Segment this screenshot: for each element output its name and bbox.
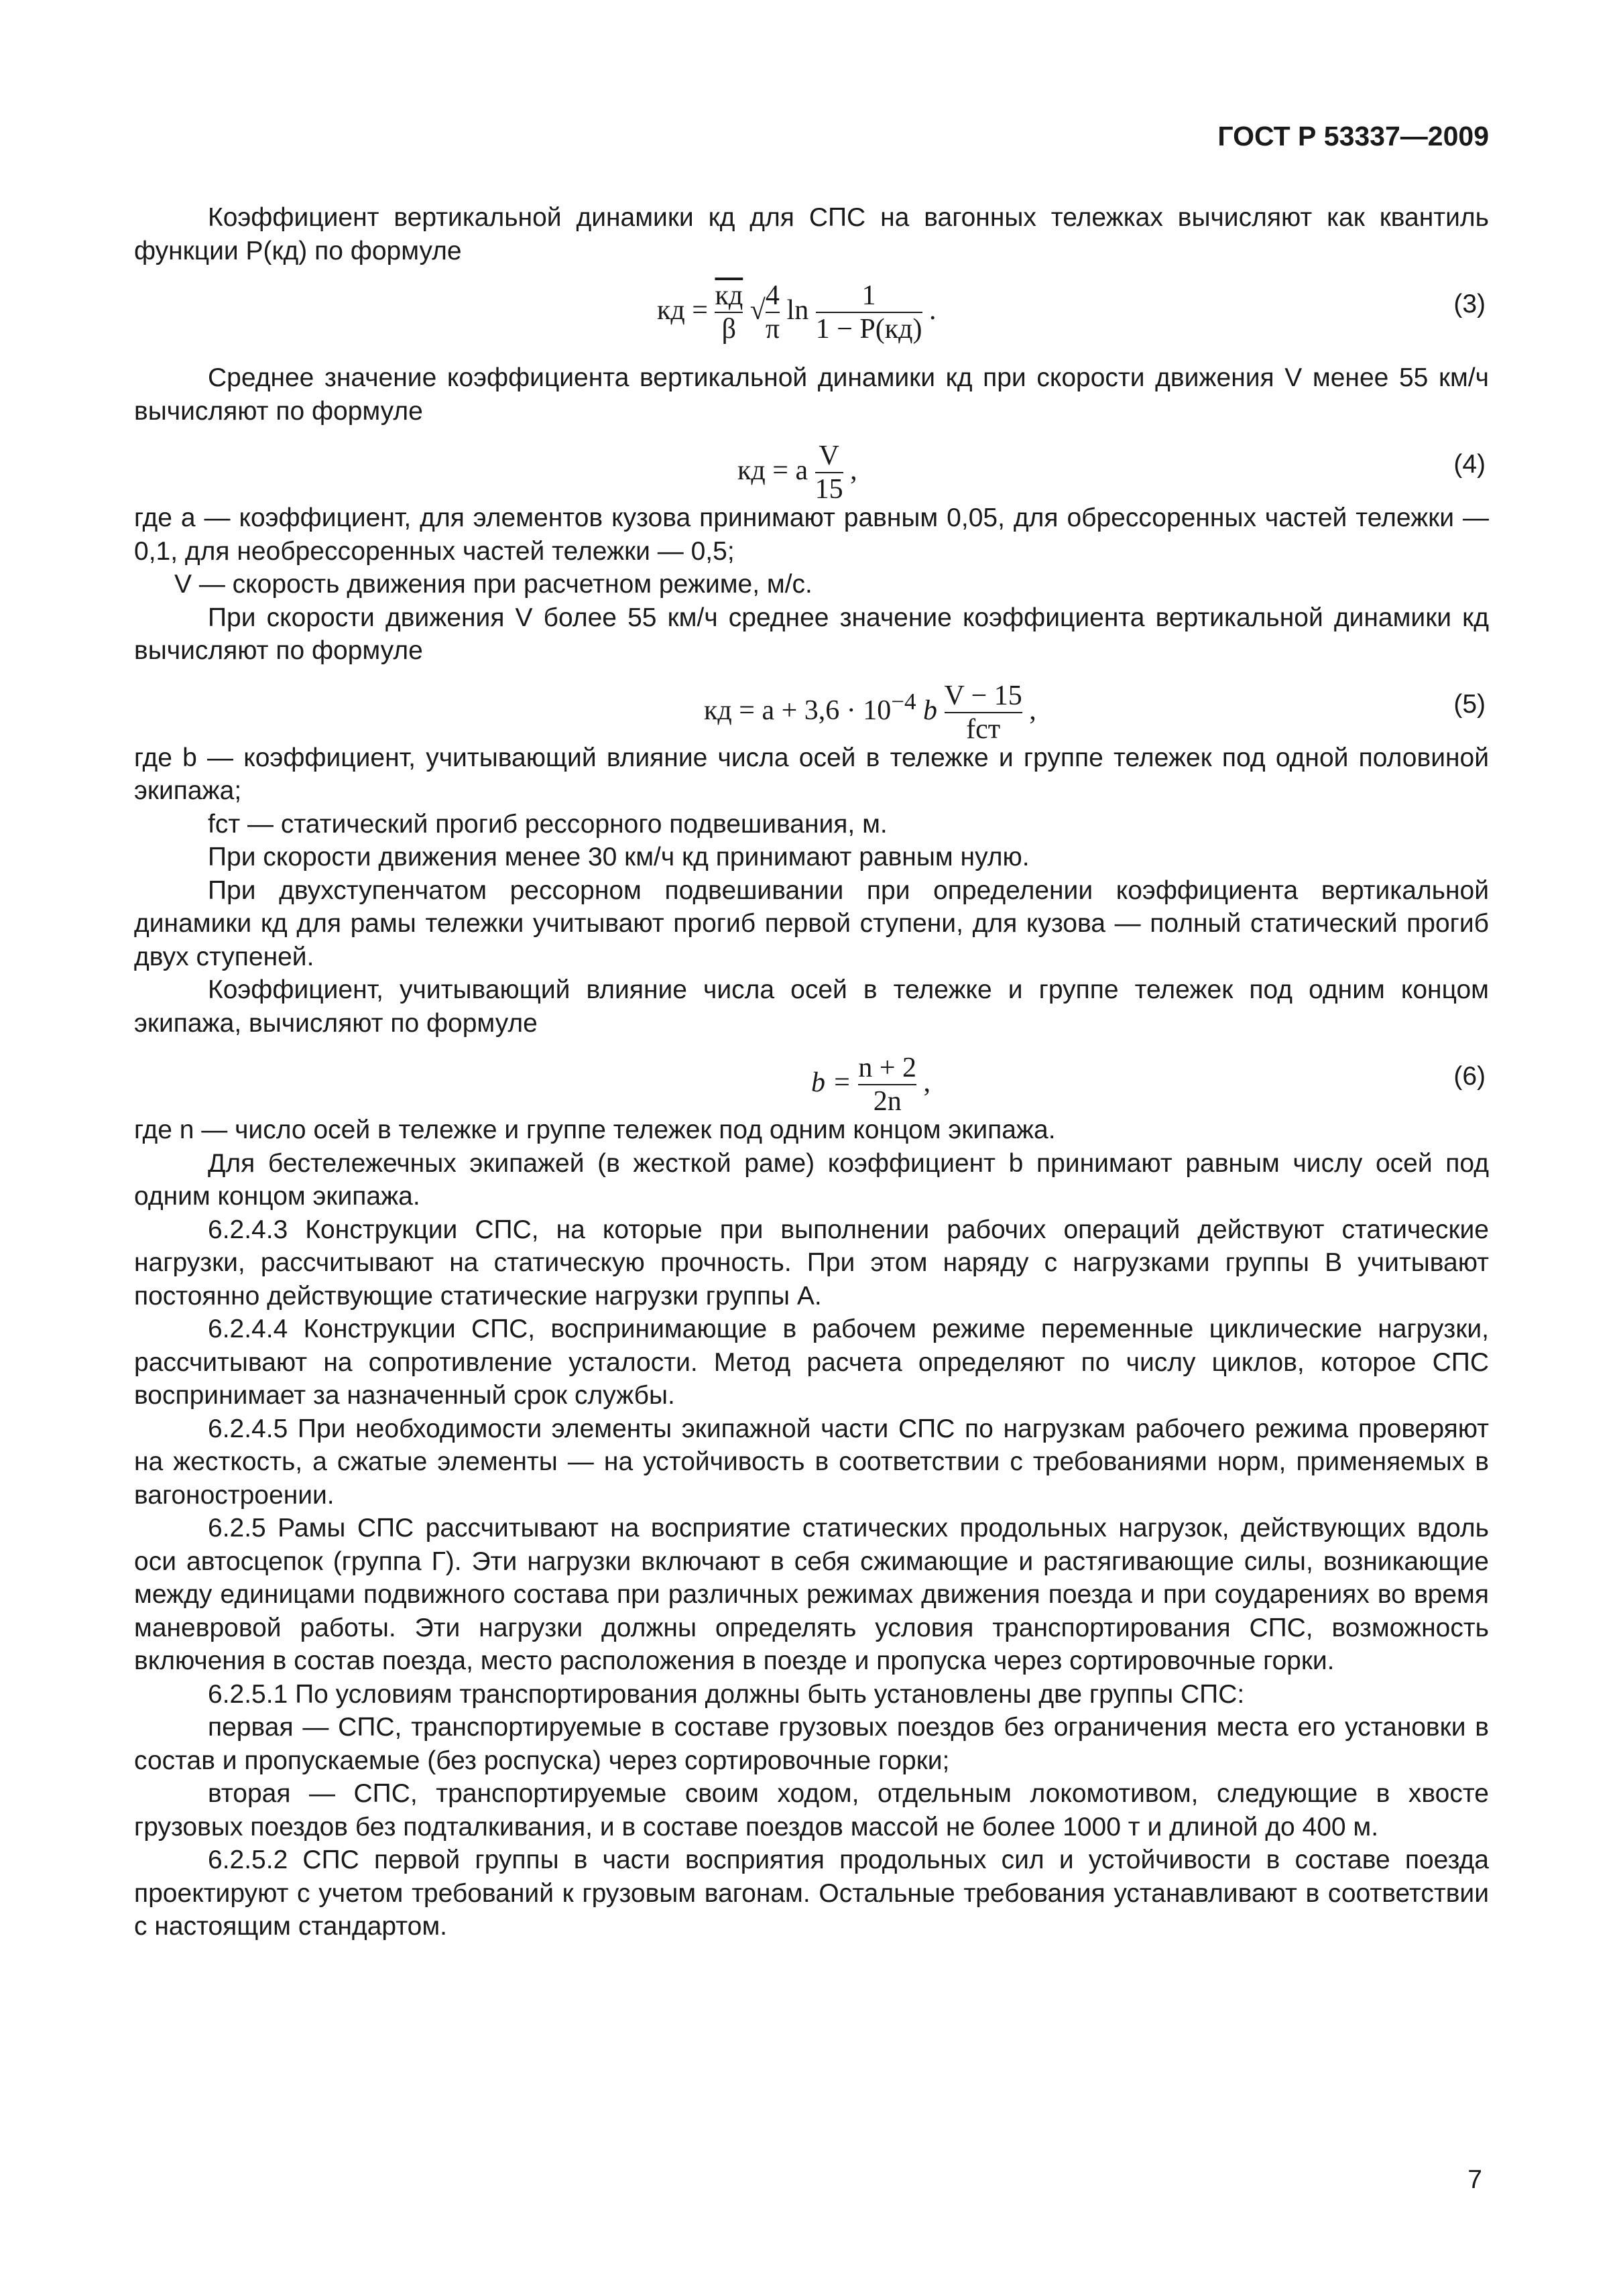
formula-5-expression: кд = $a + 3,6 \cdot 10^{-4}$ b $\frac{V - 15}{\text{fст}}$ , <box>704 680 1036 745</box>
formula-5 <box>134 668 1489 745</box>
body-text <box>134 201 1489 1943</box>
paragraph: fст — статический прогиб рессорного подвешивания, м. <box>208 809 888 839</box>
paragraph: При скорости движения V более 55 км/ч среднее значение коэффициента вертикальной динамики кд вычисляют по формуле <box>134 603 1489 665</box>
paragraph: 6.2.5 Рамы СПС рассчитывают на восприятие статических продольных нагрузок, действующих вдоль оси автосцепок (группа Г). Эти нагрузки включают в себя сжимающие и растягивающие силы, возникающие между единицами подвижного состава при различных режимах движения поезда и при соударениях во время маневровой работы. Эти нагрузки должны определять условия транспортирования СПС, возможность включения в состав поезда, место расположения в поезде и пропуска через сортировочные горки. <box>134 1514 1489 1675</box>
formula-6-number: (6) <box>1453 1062 1486 1091</box>
page-number: 7 <box>1467 2165 1482 2194</box>
paragraph: V — скорость движения при расчетном режиме, м/с. <box>174 570 813 599</box>
paragraph: Коэффициент вертикальной динамики кд для СПС на вагонных тележках вычисляют как квантиль функции P(кд) по формуле <box>134 203 1489 265</box>
formula-5-number: (5) <box>1453 689 1486 719</box>
paragraph: где n — число осей в тележке и группе тележек под одним концом экипажа. <box>134 1115 1056 1144</box>
paragraph: где b — коэффициент, учитывающий влияние числа осей в тележке и группе тележек под одной половиной экипажа; <box>134 743 1489 805</box>
formula-6 <box>134 1040 1489 1117</box>
formula-3-expression: кд = $\frac{кд}{\beta}$ √ $\frac{4}{\pi}$ ln $\frac{1}{1 - P(кд)}$ . <box>657 280 937 345</box>
formula-4 <box>134 428 1489 505</box>
paragraph: Для бестележечных экипажей (в жесткой раме) коэффициент b принимают равным числу осей под одним концом экипажа. <box>134 1148 1489 1211</box>
paragraph: 6.2.5.1 По условиям транспортирования должны быть установлены две группы СПС: <box>208 1679 1245 1709</box>
formula-4-expression: кд = a $\frac{V}{15}$ , <box>737 440 857 505</box>
formula-3 <box>134 267 1489 345</box>
page-header: ГОСТ Р 53337—2009 <box>1217 121 1489 152</box>
formula-4-number: (4) <box>1453 450 1486 479</box>
paragraph: вторая — СПС, транспортируемые своим ходом, отдельным локомотивом, следующие в хвосте грузовых поездов без подталкивания, и в составе поездов массой не более 1000 т и длиной до 400 м. <box>134 1779 1489 1841</box>
paragraph: Коэффициент, учитывающий влияние числа осей в тележке и группе тележек под одним концом экипажа, вычисляют по формуле <box>134 975 1489 1038</box>
paragraph: При двухступенчатом рессорном подвешивании при определении коэффициента вертикальной динамики кд для рамы тележки учитывают прогиб первой ступени, для кузова — полный статический прогиб двух ступеней. <box>134 875 1489 971</box>
paragraph: первая — СПС, транспортируемые в составе грузовых поездов без ограничения места его установки в состав и пропускаемые (без роспуска) через сортировочные горки; <box>134 1713 1489 1775</box>
paragraph: 6.2.4.5 При необходимости элементы экипажной части СПС по нагрузкам рабочего режима проверяют на жесткость, а сжатые элементы — на устойчивость в соответствии с требованиями норм, применяемых в вагоностроении. <box>134 1414 1489 1510</box>
formula-3-number: (3) <box>1453 290 1486 318</box>
formula-6-expression: b = $\frac{n + 2}{2n}$ , <box>811 1052 931 1117</box>
paragraph: 6.2.4.4 Конструкции СПС, воспринимающие в рабочем режиме переменные циклические нагрузки, рассчитывают на сопротивление усталости. Метод расчета определяют по числу циклов, которое СПС воспринимает за назначенный срок службы. <box>134 1315 1489 1410</box>
paragraph: При скорости движения менее 30 км/ч кд принимают равным нулю. <box>208 843 1030 871</box>
paragraph: Среднее значение коэффициента вертикальной динамики кд при скорости движения V менее 55 км/ч вычисляют по формуле <box>134 363 1489 426</box>
paragraph: 6.2.5.2 СПС первой группы в части восприятия продольных сил и устойчивости в составе поезда проектируют с учетом требований к грузовым вагонам. Остальные требования устанавливают в соответствии с настоящим стандартом. <box>134 1846 1489 1941</box>
paragraph: где a — коэффициент, для элементов кузова принимают равным 0,05, для обрессоренных частей тележки — 0,1, для необрессоренных частей тележки — 0,5; <box>134 503 1489 566</box>
paragraph: 6.2.4.3 Конструкции СПС, на которые при выполнении рабочих операций действуют статические нагрузки, рассчитывают на статическую прочность. При этом наряду с нагрузками группы В учитывают постоянно действующие статические нагрузки группы А. <box>134 1215 1489 1311</box>
